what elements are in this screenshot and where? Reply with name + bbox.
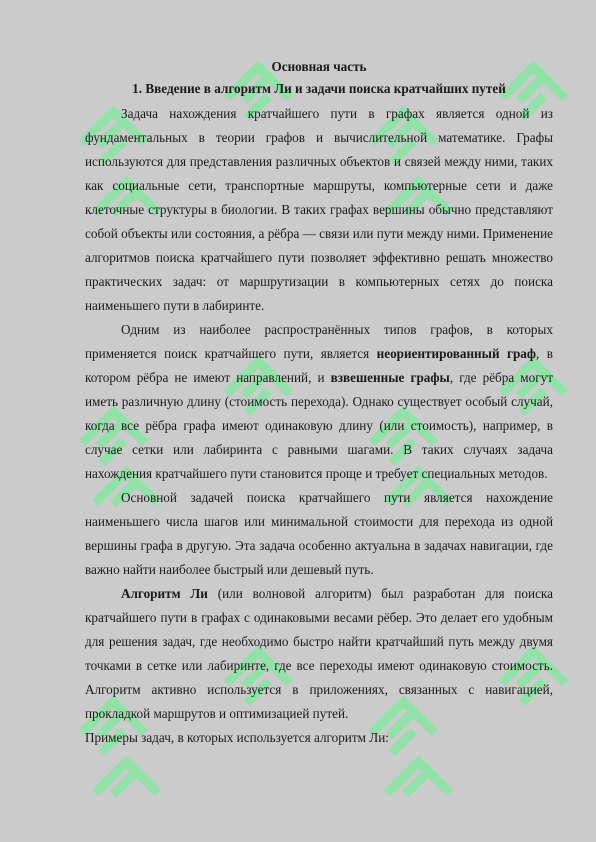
section-title: Основная часть (271, 59, 367, 74)
paragraph-graph-types (85, 318, 553, 486)
watermark-glyph (98, 762, 155, 819)
document-body (85, 56, 553, 750)
paragraph-text: , где рёбра могут иметь различную длину (стоимость перехода). Однако существует особый случай, когда все рёбра графа имеют одинаковую длину (или стоимость), например, в случае сетки или лабиринта с равными шагами. В таких случаях задача нахождения кратчайшего пути становится проще и требует специальных методов. (85, 370, 554, 481)
paragraph-text: Одним из наиболее распространённых типов графов, в которых применяется поиск кратчайшего пути, является (85, 322, 553, 361)
paragraph-intro: Задача нахождения кратчайшего пути в графах является одной из фундаментальных в теории графов и вычислительной математике. Графы используются для представления различных объектов и связей между ними, таких как социальные сети, транспортные маршруты, компьютерные сети и даже клеточные структуры в биологии. В таких графах вершины обычно представляют собой объекты или состояния, а рёбра — связи или пути между ними. Применение алгоритмов поиска кратчайшего пути позволяет эффективно решать множество практических задач: от маршрутизации в компьютерных сетях до поиска наименьшего пути в лабиринте. (85, 106, 553, 313)
paragraph-text: , в котором рёбра не имеют направлений, и (85, 346, 553, 385)
term-lee-algorithm: Алгоритм Ли (121, 586, 208, 601)
paragraph-main-task: Основной задачей поиска кратчайшего пути является нахождение наименьшего числа шагов или минимальной стоимости для перехода из одной вершины графа в другую. Эта задача особенно актуальна в задачах навигации, где важно найти наиболее быстрый или дешевый путь. (85, 490, 553, 577)
term-undirected-graph: неориентированный граф (376, 346, 537, 361)
paragraph-text: (или волновой алгоритм) был разработан для поиска кратчайшего пути в графах с одинаковыми весами рёбер. Это делает его удобным для решения задач, где необходимо быстро найти кратчайший путь между двумя точками в сетке или лабиринте, где все переходы имеют одинаковую стоимость. Алгоритм активно используется в приложениях, связанных с навигацией, прокладкой маршрутов и оптимизацией путей. (85, 586, 553, 721)
paragraph-lee-algorithm (85, 582, 553, 726)
paragraph-examples-intro: Примеры задач, в которых используется алгоритм Ли: (85, 730, 389, 745)
term-weighted-graphs: взвешенные графы (330, 370, 450, 385)
watermark-glyph (390, 762, 447, 819)
subsection-title: 1. Введение в алгоритм Ли и задачи поиска кратчайших путей (132, 81, 506, 96)
